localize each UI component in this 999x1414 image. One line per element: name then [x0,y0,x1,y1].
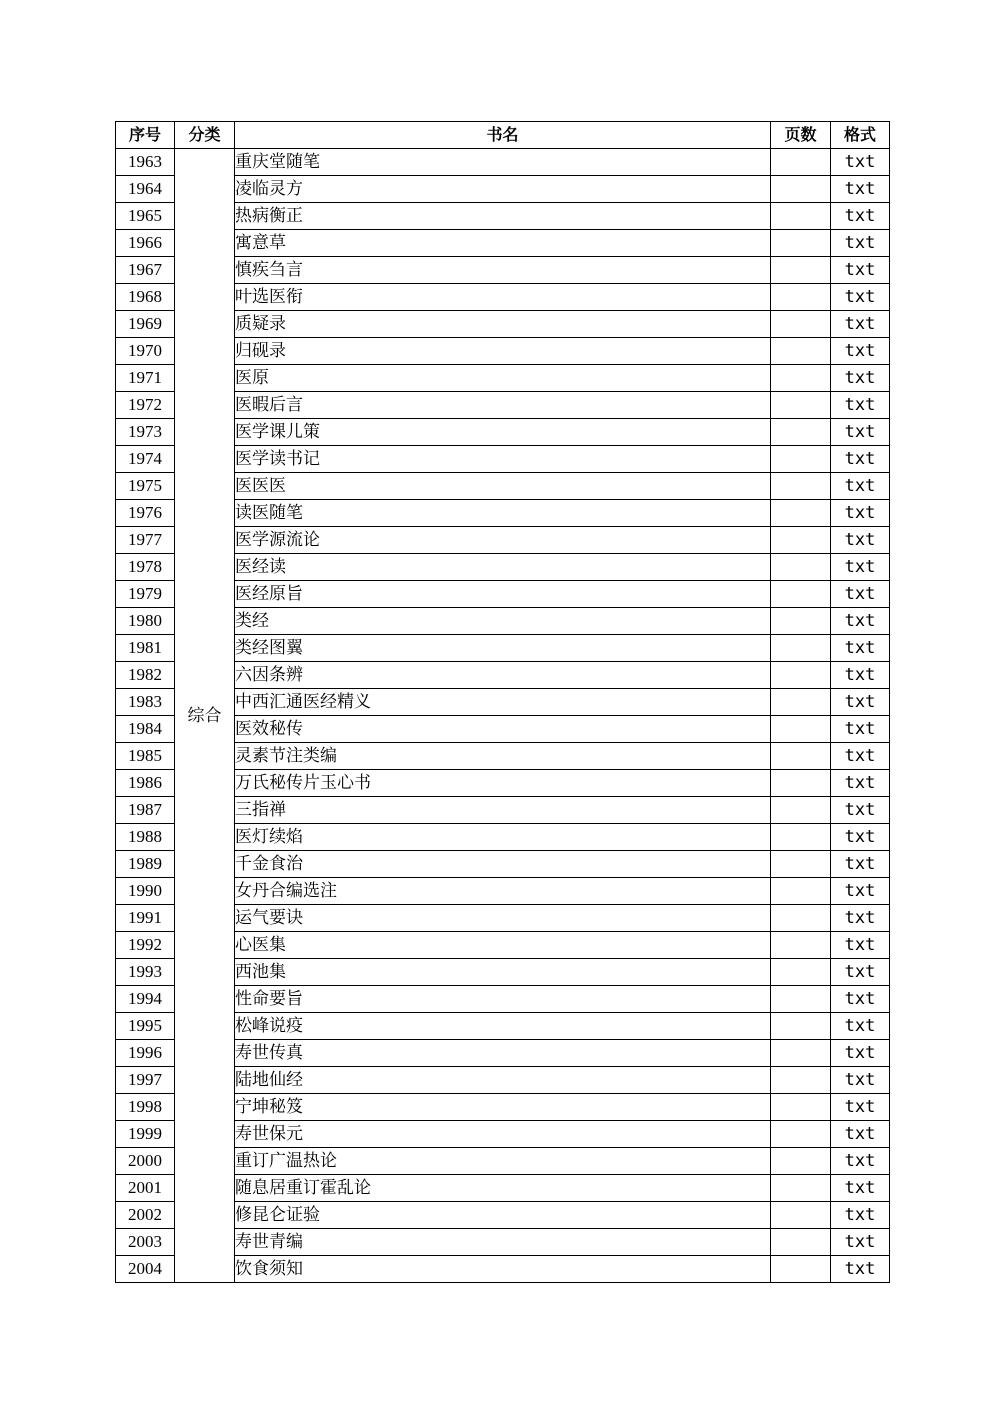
row-title: 陆地仙经 [235,1067,771,1094]
row-pages [771,1094,831,1121]
row-format: txt [831,338,890,365]
row-title: 医原 [235,365,771,392]
row-seq: 2004 [116,1256,175,1283]
row-format: txt [831,230,890,257]
row-seq: 1996 [116,1040,175,1067]
row-seq: 1966 [116,230,175,257]
row-seq: 1998 [116,1094,175,1121]
row-pages [771,1202,831,1229]
row-pages [771,149,831,176]
table-body [116,149,890,1283]
row-title: 凌临灵方 [235,176,771,203]
header-pages: 页数 [771,122,831,149]
row-title: 运气要诀 [235,905,771,932]
row-pages [771,986,831,1013]
row-pages [771,662,831,689]
row-seq: 1965 [116,203,175,230]
row-title: 热病衡正 [235,203,771,230]
row-pages [771,932,831,959]
row-format: txt [831,311,890,338]
row-format: txt [831,1256,890,1283]
row-title: 随息居重订霍乱论 [235,1175,771,1202]
row-format: txt [831,473,890,500]
row-seq: 1987 [116,797,175,824]
row-pages [771,500,831,527]
row-title: 医经读 [235,554,771,581]
row-seq: 1975 [116,473,175,500]
table-row [116,149,890,176]
row-pages [771,1121,831,1148]
row-pages [771,1013,831,1040]
header-title: 书名 [235,122,771,149]
row-format: txt [831,554,890,581]
row-pages [771,284,831,311]
row-pages [771,743,831,770]
row-format: txt [831,608,890,635]
row-title: 灵素节注类编 [235,743,771,770]
row-title: 归砚录 [235,338,771,365]
row-seq: 1968 [116,284,175,311]
category-cell: 综合 [175,149,235,1283]
table-header-row [116,122,890,149]
row-title: 医暇后言 [235,392,771,419]
row-format: txt [831,716,890,743]
row-format: txt [831,1067,890,1094]
row-format: txt [831,878,890,905]
row-title: 心医集 [235,932,771,959]
row-title: 医学读书记 [235,446,771,473]
row-format: txt [831,500,890,527]
row-format: txt [831,365,890,392]
row-seq: 1992 [116,932,175,959]
row-seq: 1997 [116,1067,175,1094]
row-title: 松峰说疫 [235,1013,771,1040]
row-pages [771,1175,831,1202]
row-seq: 1970 [116,338,175,365]
row-pages [771,797,831,824]
row-title: 千金食治 [235,851,771,878]
row-pages [771,419,831,446]
row-title: 重订广温热论 [235,1148,771,1175]
row-seq: 1981 [116,635,175,662]
row-seq: 1977 [116,527,175,554]
row-pages [771,527,831,554]
row-seq: 1973 [116,419,175,446]
row-title: 寿世传真 [235,1040,771,1067]
row-pages [771,716,831,743]
row-title: 医效秘传 [235,716,771,743]
row-seq: 1972 [116,392,175,419]
row-format: txt [831,1121,890,1148]
row-title: 读医随笔 [235,500,771,527]
row-pages [771,878,831,905]
row-pages [771,203,831,230]
row-seq: 1985 [116,743,175,770]
row-pages [771,608,831,635]
row-title: 质疑录 [235,311,771,338]
row-format: txt [831,527,890,554]
row-title: 慎疾刍言 [235,257,771,284]
row-title: 医经原旨 [235,581,771,608]
row-pages [771,1148,831,1175]
header-category: 分类 [175,122,235,149]
row-seq: 2003 [116,1229,175,1256]
row-seq: 1964 [116,176,175,203]
row-format: txt [831,797,890,824]
row-pages [771,446,831,473]
row-pages [771,365,831,392]
row-seq: 2000 [116,1148,175,1175]
row-pages [771,230,831,257]
row-format: txt [831,770,890,797]
row-seq: 2001 [116,1175,175,1202]
row-pages [771,257,831,284]
row-pages [771,959,831,986]
row-pages [771,905,831,932]
header-format: 格式 [831,122,890,149]
row-title: 医灯续焰 [235,824,771,851]
row-format: txt [831,392,890,419]
row-format: txt [831,203,890,230]
row-title: 叶选医衔 [235,284,771,311]
row-title: 宁坤秘笈 [235,1094,771,1121]
row-format: txt [831,1175,890,1202]
row-title: 性命要旨 [235,986,771,1013]
row-format: txt [831,257,890,284]
row-pages [771,635,831,662]
row-seq: 1976 [116,500,175,527]
row-format: txt [831,1148,890,1175]
row-title: 中西汇通医经精义 [235,689,771,716]
row-title: 三指禅 [235,797,771,824]
row-title: 西池集 [235,959,771,986]
row-seq: 1988 [116,824,175,851]
row-format: txt [831,851,890,878]
row-seq: 1990 [116,878,175,905]
row-title: 寓意草 [235,230,771,257]
row-title: 饮食须知 [235,1256,771,1283]
row-pages [771,1256,831,1283]
row-title: 万氏秘传片玉心书 [235,770,771,797]
row-seq: 1963 [116,149,175,176]
row-pages [771,689,831,716]
row-format: txt [831,824,890,851]
row-pages [771,392,831,419]
row-seq: 1995 [116,1013,175,1040]
row-format: txt [831,149,890,176]
row-format: txt [831,905,890,932]
row-pages [771,1067,831,1094]
row-format: txt [831,635,890,662]
row-title: 医学源流论 [235,527,771,554]
row-title: 类经 [235,608,771,635]
row-seq: 1980 [116,608,175,635]
row-format: txt [831,1094,890,1121]
row-title: 医医医 [235,473,771,500]
row-pages [771,338,831,365]
row-format: txt [831,662,890,689]
row-title: 寿世青编 [235,1229,771,1256]
row-format: txt [831,1202,890,1229]
row-seq: 1989 [116,851,175,878]
row-pages [771,824,831,851]
row-seq: 1969 [116,311,175,338]
row-seq: 1967 [116,257,175,284]
row-format: txt [831,419,890,446]
row-title: 六因条辨 [235,662,771,689]
row-seq: 2002 [116,1202,175,1229]
row-format: txt [831,1013,890,1040]
row-seq: 1986 [116,770,175,797]
row-seq: 1978 [116,554,175,581]
row-pages [771,851,831,878]
row-seq: 1983 [116,689,175,716]
row-format: txt [831,959,890,986]
row-title: 修昆仑证验 [235,1202,771,1229]
row-format: txt [831,284,890,311]
row-seq: 1993 [116,959,175,986]
row-seq: 1974 [116,446,175,473]
row-seq: 1994 [116,986,175,1013]
row-format: txt [831,446,890,473]
row-format: txt [831,176,890,203]
row-format: txt [831,689,890,716]
row-title: 重庆堂随笔 [235,149,771,176]
row-format: txt [831,743,890,770]
row-pages [771,176,831,203]
row-pages [771,1229,831,1256]
row-seq: 1991 [116,905,175,932]
row-seq: 1979 [116,581,175,608]
row-pages [771,1040,831,1067]
book-catalog-table [115,121,890,1283]
row-format: txt [831,1229,890,1256]
row-format: txt [831,581,890,608]
row-title: 女丹合编选注 [235,878,771,905]
row-format: txt [831,986,890,1013]
row-pages [771,311,831,338]
header-seq: 序号 [116,122,175,149]
row-title: 类经图翼 [235,635,771,662]
row-seq: 1999 [116,1121,175,1148]
row-seq: 1971 [116,365,175,392]
row-seq: 1984 [116,716,175,743]
row-pages [771,473,831,500]
row-pages [771,581,831,608]
row-title: 寿世保元 [235,1121,771,1148]
row-pages [771,770,831,797]
row-seq: 1982 [116,662,175,689]
row-pages [771,554,831,581]
row-format: txt [831,1040,890,1067]
row-format: txt [831,932,890,959]
row-title: 医学课儿策 [235,419,771,446]
